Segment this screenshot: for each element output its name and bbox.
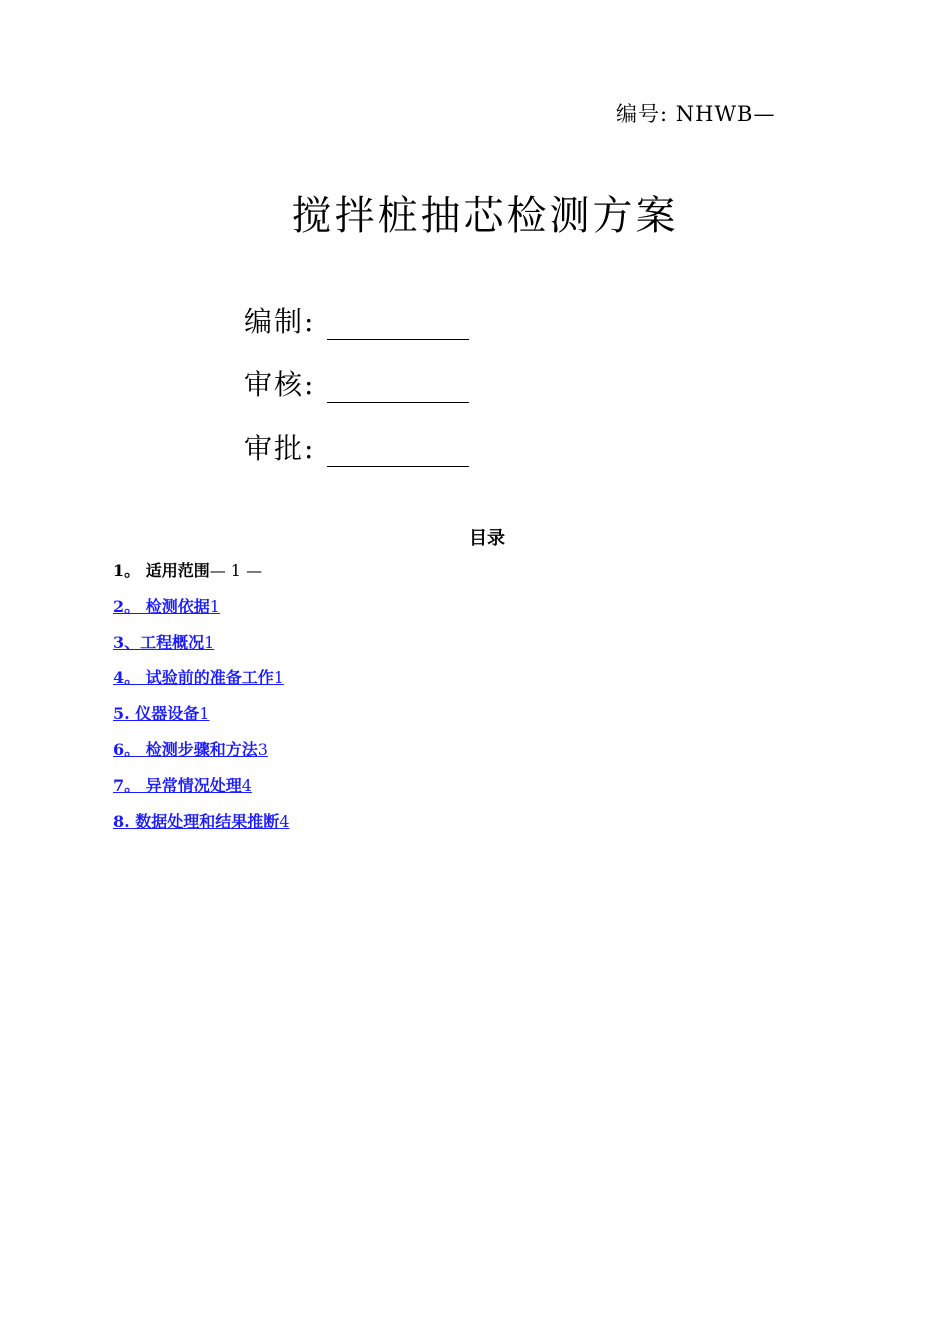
toc-item: [113, 560, 289, 596]
signature-row-approved: [244, 427, 469, 467]
toc-link[interactable]: [113, 633, 214, 652]
toc-item: [113, 703, 289, 739]
toc-link[interactable]: [113, 776, 252, 795]
document-number: 编号: NHWB—: [616, 102, 776, 126]
signature-label: 编制:: [244, 305, 316, 338]
toc-item-page: 4: [241, 775, 252, 795]
signature-row-prepared: [244, 300, 469, 340]
toc-heading: 目录: [469, 528, 505, 549]
toc-item-text: 8. 数据处理和结果推断: [113, 811, 280, 831]
toc-item-text: 5. 仪器设备: [113, 704, 200, 724]
toc-link[interactable]: [113, 812, 289, 831]
signature-line: [327, 440, 469, 467]
signature-row-reviewed: [244, 363, 469, 403]
toc-link[interactable]: [113, 597, 220, 616]
toc-link[interactable]: [113, 668, 284, 687]
toc-item-text: 1。 适用范围: [113, 561, 210, 580]
toc-item-page: 4: [279, 811, 290, 831]
toc-item-text: 6。 检测步骤和方法: [113, 739, 258, 759]
toc-item-text: 7。 异常情况处理: [113, 775, 242, 795]
signature-line: [327, 376, 469, 403]
toc-item: [113, 632, 289, 668]
toc-item: [113, 596, 289, 632]
toc-item-page: — 1 —: [209, 561, 263, 580]
toc-link[interactable]: [113, 740, 268, 759]
toc-item-text: 4。 试验前的准备工作: [113, 668, 274, 688]
toc-item-page: 1: [199, 704, 210, 724]
toc-item-text: 2。 检测依据: [113, 596, 210, 616]
toc-item-page: 1: [273, 668, 284, 688]
signature-label: 审核:: [244, 368, 316, 401]
signature-line: [327, 313, 469, 340]
toc-item-text: 3、工程概况: [113, 632, 205, 652]
toc-item: [113, 739, 289, 775]
toc-link[interactable]: [113, 704, 209, 723]
toc-item: [113, 775, 289, 811]
toc-item-page: 1: [204, 632, 215, 652]
toc-item: [113, 811, 289, 847]
toc-item-page: 1: [209, 596, 220, 616]
signature-label: 审批:: [244, 432, 316, 465]
toc-item-page: 3: [257, 739, 268, 759]
toc-item: [113, 667, 289, 703]
document-title: 搅拌桩抽芯检测方案: [291, 193, 679, 239]
table-of-contents: [113, 560, 289, 846]
